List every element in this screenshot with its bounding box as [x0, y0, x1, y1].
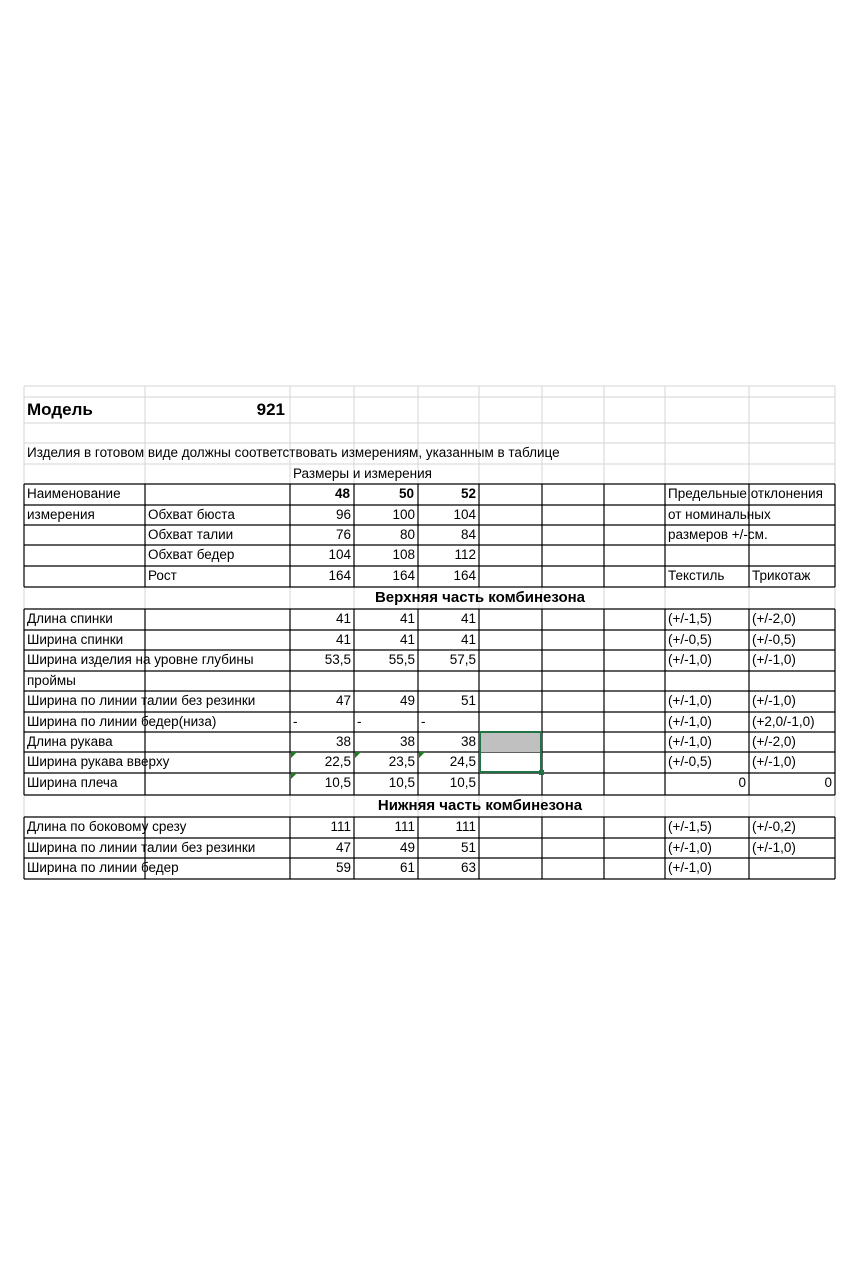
size-value-cell[interactable]: 100 [392, 507, 415, 522]
measure-label[interactable]: Ширина рукава вверху [27, 754, 170, 769]
size-value-cell[interactable]: - [421, 714, 426, 729]
tolerance-knit-cell[interactable] [749, 671, 839, 691]
tolerance-header-3[interactable]: размеров +/-см. [668, 527, 768, 542]
tolerance-knit-cell[interactable]: (+/-0,2) [752, 819, 796, 834]
body-measure-label[interactable]: Обхват бедер [148, 547, 235, 562]
size-value-cell[interactable]: 80 [399, 527, 415, 542]
size-value-cell[interactable]: 96 [335, 507, 351, 522]
size-value-cell[interactable] [290, 671, 354, 691]
error-indicator-icon[interactable] [355, 752, 361, 758]
size-value-cell[interactable]: 22,5 [324, 754, 351, 769]
tolerance-knit-cell[interactable]: (+/-1,0) [752, 693, 796, 708]
size-value-cell[interactable]: - [293, 714, 298, 729]
size-value-cell[interactable]: 49 [399, 840, 415, 855]
tolerance-textile-cell[interactable]: 0 [738, 775, 746, 790]
measure-label[interactable]: Ширина по линии талии без резинки [27, 840, 256, 855]
tolerance-header-2[interactable]: от номинальных [668, 507, 771, 522]
size-value-cell[interactable]: 76 [335, 527, 351, 542]
tolerance-knit-cell[interactable]: (+/-1,0) [752, 652, 796, 667]
measure-name-header-2[interactable]: измерения [27, 507, 95, 522]
error-indicator-icon[interactable] [291, 752, 297, 758]
size-value-cell[interactable]: 38 [460, 734, 476, 749]
size-value-cell[interactable]: 41 [335, 632, 351, 647]
body-measure-label[interactable]: Обхват бюста [148, 507, 235, 522]
section-upper[interactable]: Верхняя часть комбинезона [374, 589, 586, 606]
tolerance-textile-cell[interactable]: (+/-1,0) [668, 734, 712, 749]
model-number[interactable]: 921 [256, 400, 285, 419]
measure-label[interactable]: Длина по боковому срезу [27, 819, 187, 834]
measure-label[interactable]: Ширина изделия на уровне глубины [27, 652, 254, 667]
size-50[interactable]: 50 [398, 486, 414, 501]
measure-label[interactable]: Длина рукава [27, 734, 113, 749]
knit-header[interactable]: Трикотаж [752, 568, 811, 583]
measure-label[interactable]: Ширина по линии бедер [27, 860, 179, 875]
size-value-cell[interactable]: 53,5 [324, 652, 351, 667]
tolerance-knit-cell[interactable]: (+/-1,0) [752, 840, 796, 855]
tolerance-knit-cell[interactable]: (+/-1,0) [752, 754, 796, 769]
tolerance-textile-cell[interactable]: (+/-1,0) [668, 714, 712, 729]
textile-header[interactable]: Текстиль [668, 568, 725, 583]
size-value-cell[interactable]: 47 [335, 840, 351, 855]
size-value-cell[interactable]: 111 [330, 819, 351, 834]
size-value-cell[interactable]: 55,5 [388, 652, 415, 667]
measure-label[interactable]: Ширина плеча [27, 775, 118, 790]
size-52[interactable]: 52 [460, 486, 476, 501]
body-measure-label[interactable]: Обхват талии [148, 527, 234, 542]
size-value-cell[interactable]: 111 [394, 819, 415, 834]
tolerance-textile-cell[interactable]: (+/-1,5) [668, 611, 712, 626]
tolerance-knit-cell[interactable]: 0 [824, 775, 832, 790]
tolerance-knit-cell[interactable]: (+2,0/-1,0) [752, 714, 815, 729]
size-value-cell[interactable]: 23,5 [388, 754, 415, 769]
size-value-cell[interactable]: - [357, 714, 362, 729]
size-value-cell[interactable]: 10,5 [324, 775, 351, 790]
size-value-cell[interactable]: 41 [399, 632, 415, 647]
measure-label[interactable]: Ширина спинки [27, 632, 124, 647]
size-value-cell[interactable]: 59 [335, 860, 351, 875]
size-value-cell[interactable]: 24,5 [449, 754, 476, 769]
size-value-cell[interactable]: 164 [453, 568, 476, 583]
size-48[interactable]: 48 [334, 486, 350, 501]
size-value-cell[interactable]: 57,5 [449, 652, 476, 667]
tolerance-textile-cell[interactable]: (+/-1,0) [668, 652, 712, 667]
tolerance-knit-cell[interactable]: (+/-2,0) [752, 611, 796, 626]
body-measure-label[interactable]: Рост [148, 568, 177, 583]
size-value-cell[interactable]: 84 [460, 527, 476, 542]
tolerance-textile-cell[interactable]: (+/-1,5) [668, 819, 712, 834]
size-value-cell[interactable]: 41 [399, 611, 415, 626]
requirement-note[interactable]: Изделия в готовом виде должны соответствовать измерениям, указанным в таблице [27, 445, 560, 460]
measure-label[interactable]: Ширина по линии талии без резинки [27, 693, 256, 708]
size-value-cell[interactable]: 104 [453, 507, 476, 522]
size-value-cell[interactable] [418, 671, 479, 691]
size-value-cell[interactable]: 49 [399, 693, 415, 708]
size-value-cell[interactable]: 47 [335, 693, 351, 708]
tolerance-textile-cell[interactable]: (+/-1,0) [668, 840, 712, 855]
size-value-cell[interactable]: 164 [392, 568, 415, 583]
size-value-cell[interactable]: 111 [455, 819, 476, 834]
size-value-cell[interactable]: 38 [399, 734, 415, 749]
size-value-cell[interactable]: 164 [328, 568, 351, 583]
tolerance-textile-cell[interactable]: (+/-1,0) [668, 860, 712, 875]
size-value-cell[interactable]: 41 [460, 611, 476, 626]
size-value-cell[interactable]: 63 [460, 860, 476, 875]
size-value-cell[interactable]: 51 [460, 693, 476, 708]
tolerance-knit-cell[interactable]: (+/-0,5) [752, 632, 796, 647]
tolerance-textile-cell[interactable]: (+/-1,0) [668, 693, 712, 708]
size-value-cell[interactable]: 112 [454, 547, 476, 562]
tolerance-textile-cell[interactable]: (+/-0,5) [668, 632, 712, 647]
tolerance-header[interactable]: Предельные отклонения [668, 486, 823, 501]
measure-label[interactable]: Длина спинки [27, 611, 113, 626]
size-value-cell[interactable]: 108 [392, 547, 415, 562]
size-value-cell[interactable]: 61 [399, 860, 415, 875]
selected-cell[interactable] [479, 731, 542, 773]
size-value-cell[interactable]: 104 [328, 547, 351, 562]
size-value-cell[interactable]: 10,5 [449, 775, 476, 790]
size-value-cell[interactable]: 41 [460, 632, 476, 647]
measure-label[interactable]: Ширина по линии бедер(низа) [27, 714, 217, 729]
size-value-cell[interactable]: 10,5 [388, 775, 415, 790]
measure-label[interactable]: проймы [27, 673, 76, 688]
fill-handle[interactable] [539, 770, 544, 775]
tolerance-knit-cell[interactable] [749, 858, 839, 878]
model-label[interactable]: Модель [27, 400, 93, 419]
error-indicator-icon[interactable] [291, 773, 297, 779]
size-value-cell[interactable]: 41 [335, 611, 351, 626]
tolerance-knit-cell[interactable]: (+/-2,0) [752, 734, 796, 749]
error-indicator-icon[interactable] [419, 752, 425, 758]
size-value-cell[interactable] [354, 671, 418, 691]
sizes-caption[interactable]: Размеры и измерения [293, 466, 432, 481]
tolerance-textile-cell[interactable]: (+/-0,5) [668, 754, 712, 769]
measure-name-header[interactable]: Наименование [27, 486, 121, 501]
tolerance-textile-cell[interactable] [665, 671, 749, 691]
size-value-cell[interactable]: 51 [460, 840, 476, 855]
section-lower[interactable]: Нижняя часть комбинезона [377, 797, 583, 814]
size-value-cell[interactable]: 38 [335, 734, 351, 749]
